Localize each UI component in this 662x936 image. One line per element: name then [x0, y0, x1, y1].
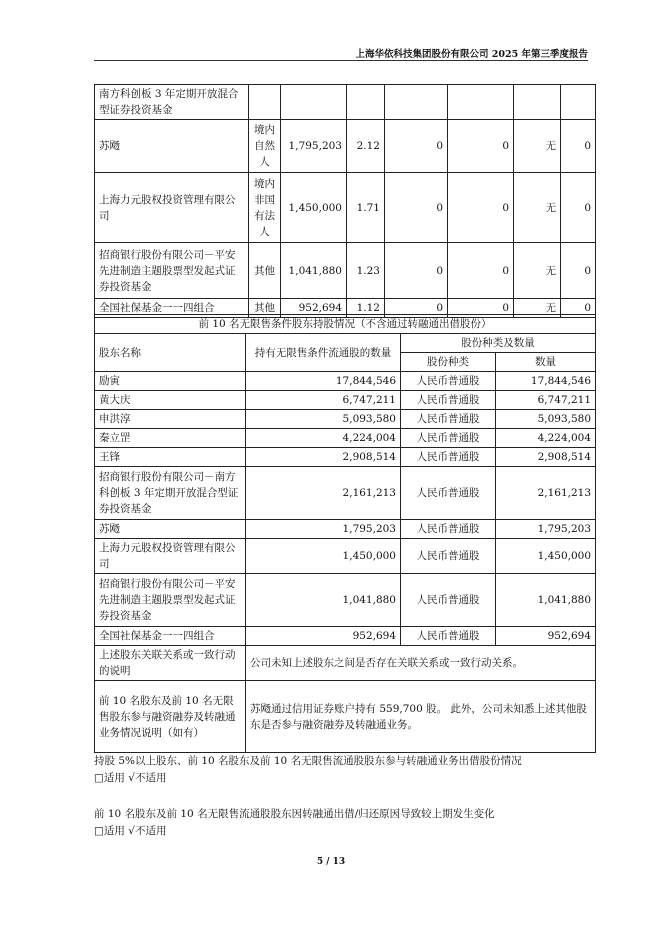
share-amount: 1,795,203: [496, 520, 596, 539]
holder-restricted: 0: [385, 120, 448, 173]
holder-name: 黄大庆: [95, 391, 246, 410]
holder-qty: 1,450,000: [246, 539, 401, 574]
table-row: [95, 574, 596, 627]
table-row: [95, 391, 596, 410]
col-qty-header: 持有无限售条件流通股的数量: [246, 334, 401, 372]
lending-title: 持股 5%以上股东、前 10 名股东及前 10 名无限售流通股股东参与转融通业务出借股份情况: [94, 755, 522, 767]
holder-qty: 4,224,004: [246, 429, 401, 448]
unrestricted-shareholders-table: [94, 314, 596, 753]
share-amount: 2,908,514: [496, 448, 596, 467]
section-title: 前 10 名无限售条件股东持股情况（不含通过转融通出借股份）: [95, 315, 596, 334]
holder-qty: 2,908,514: [246, 448, 401, 467]
holder-shares: 1,450,000: [281, 173, 347, 243]
holder-name: 全国社保基金一一四组合: [95, 299, 249, 318]
holder-restricted: [385, 85, 448, 120]
table-row: [95, 646, 596, 681]
table-row: [95, 429, 596, 448]
holder-extra: [561, 85, 596, 120]
share-type: 人民币普通股: [401, 372, 496, 391]
table-row: [95, 173, 596, 243]
table-row: [95, 448, 596, 467]
holder-type: 其他: [249, 243, 281, 299]
holder-extra: 0: [561, 299, 596, 318]
holder-pct: 2.12: [347, 120, 385, 173]
table-header-row: [95, 334, 596, 353]
col-holder-header: 股东名称: [95, 334, 246, 372]
holder-name: 上海力元股权投资管理有限公司: [95, 539, 246, 574]
holder-pledge-qty: 无: [514, 243, 561, 299]
holder-type: 境内非国有法人: [249, 173, 281, 243]
holder-pledge-status: 0: [448, 243, 514, 299]
holder-qty: 2,161,213: [246, 467, 401, 520]
holder-pledge-qty: 无: [514, 120, 561, 173]
holder-restricted: 0: [385, 299, 448, 318]
table-row: [95, 315, 596, 334]
change-title: 前 10 名股东及前 10 名无限售流通股股东因转融通出借/归还原因导致较上期发生变化: [94, 808, 495, 820]
table-row: [95, 520, 596, 539]
share-amount: 1,450,000: [496, 539, 596, 574]
holder-pledge-qty: [514, 85, 561, 120]
holder-qty: 6,747,211: [246, 391, 401, 410]
holder-extra: 0: [561, 243, 596, 299]
lending-options: □适用 √不适用: [94, 772, 167, 784]
share-amount: 17,844,546: [496, 372, 596, 391]
share-amount: 2,161,213: [496, 467, 596, 520]
share-type: 人民币普通股: [401, 539, 496, 574]
margin-label: 前 10 名股东及前 10 名无限售股东参与融资融券及转融通业务情况说明（如有）: [95, 681, 246, 753]
col-type-header: 股份种类: [401, 353, 496, 372]
share-type: 人民币普通股: [401, 627, 496, 646]
holder-pledge-status: 0: [448, 120, 514, 173]
margin-text: 苏飏通过信用证券账户持有 559,700 股。 此外，公司未知悉上述其他股东是否参与融资融券及转融通业务。: [246, 681, 596, 753]
holder-restricted: 0: [385, 243, 448, 299]
holder-qty: 5,093,580: [246, 410, 401, 429]
holder-pct: 1.23: [347, 243, 385, 299]
table-row: [95, 410, 596, 429]
holder-qty: 17,844,546: [246, 372, 401, 391]
holder-pledge-status: [448, 85, 514, 120]
col-type-group-header: 股份种类及数量: [401, 334, 596, 353]
change-options: □适用 √不适用: [94, 825, 167, 837]
header-rule: [94, 60, 588, 61]
report-header: 上海华依科技集团股份有限公司 2025 年第三季度报告: [355, 49, 588, 60]
holder-name: 招商银行股份有限公司－南方科创板 3 年定期开放混合型证券投资基金: [95, 467, 246, 520]
holder-pledge-status: 0: [448, 299, 514, 318]
share-type: 人民币普通股: [401, 574, 496, 627]
holder-name: 南方科创板 3 年定期开放混合型证券投资基金: [95, 85, 249, 120]
relation-text: 公司未知上述股东之间是否存在关联关系或一致行动关系。: [246, 646, 596, 681]
holder-type: 境内自然人: [249, 120, 281, 173]
holder-name: 秦立罡: [95, 429, 246, 448]
holder-qty: 952,694: [246, 627, 401, 646]
table-row: [95, 85, 596, 120]
holder-type: [249, 85, 281, 120]
holder-name: 励寅: [95, 372, 246, 391]
table-row: [95, 681, 596, 753]
relation-label: 上述股东关联关系或一致行动的说明: [95, 646, 246, 681]
share-type: 人民币普通股: [401, 467, 496, 520]
holder-name: 苏飏: [95, 520, 246, 539]
share-amount: 6,747,211: [496, 391, 596, 410]
table-row: [95, 627, 596, 646]
holder-extra: 0: [561, 120, 596, 173]
page-number: 5 / 13: [316, 857, 346, 867]
holder-shares: 1,795,203: [281, 120, 347, 173]
holder-qty: 1,041,880: [246, 574, 401, 627]
share-type: 人民币普通股: [401, 429, 496, 448]
holder-name: 招商银行股份有限公司－平安先进制造主题股票型发起式证券投资基金: [95, 243, 249, 299]
holder-name: 申洪淳: [95, 410, 246, 429]
share-amount: 1,041,880: [496, 574, 596, 627]
share-type: 人民币普通股: [401, 448, 496, 467]
holder-shares: [281, 85, 347, 120]
holder-shares: 1,041,880: [281, 243, 347, 299]
table-row: [95, 372, 596, 391]
holder-type: 其他: [249, 299, 281, 318]
col-amount-header: 数量: [496, 353, 596, 372]
holder-extra: 0: [561, 173, 596, 243]
holder-pledge-qty: 无: [514, 299, 561, 318]
table-row: [95, 120, 596, 173]
holder-pledge-status: 0: [448, 173, 514, 243]
holder-pct: 1.12: [347, 299, 385, 318]
table-row: [95, 467, 596, 520]
holder-qty: 1,795,203: [246, 520, 401, 539]
holder-restricted: 0: [385, 173, 448, 243]
holder-name: 招商银行股份有限公司－平安先进制造主题股票型发起式证券投资基金: [95, 574, 246, 627]
holder-name: 王锋: [95, 448, 246, 467]
holder-pledge-qty: 无: [514, 173, 561, 243]
share-amount: 952,694: [496, 627, 596, 646]
table-row: [95, 539, 596, 574]
top10-shareholders-table: [94, 84, 596, 318]
share-amount: 5,093,580: [496, 410, 596, 429]
share-amount: 4,224,004: [496, 429, 596, 448]
share-type: 人民币普通股: [401, 410, 496, 429]
table-row: [95, 243, 596, 299]
holder-pct: 1.71: [347, 173, 385, 243]
holder-shares: 952,694: [281, 299, 347, 318]
holder-name: 全国社保基金一一四组合: [95, 627, 246, 646]
holder-name: 苏飏: [95, 120, 249, 173]
holder-name: 上海力元股权投资管理有限公司: [95, 173, 249, 243]
share-type: 人民币普通股: [401, 391, 496, 410]
holder-pct: [347, 85, 385, 120]
share-type: 人民币普通股: [401, 520, 496, 539]
